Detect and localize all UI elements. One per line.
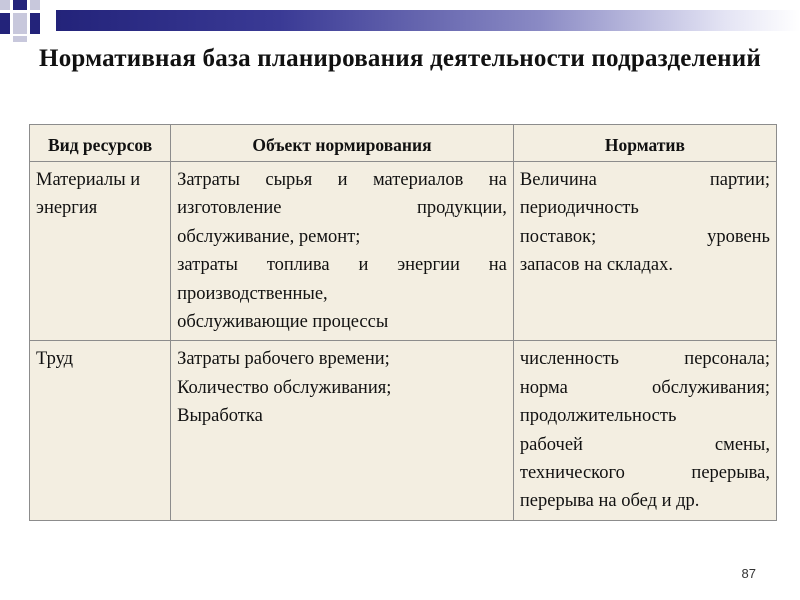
decor-square-light — [30, 0, 40, 10]
cell-line: поставок; уровень — [519, 226, 770, 247]
decor-square-dark — [13, 0, 27, 10]
decor-square-dark — [0, 13, 10, 34]
cell-line: перерыва на обед и др. — [519, 491, 700, 512]
cell-line: запасов на складах. — [519, 255, 673, 276]
cell-line: Величина партии; — [519, 170, 770, 190]
cell-line: Затраты сырья и материалов на — [177, 170, 507, 190]
cell-line: норма обслуживания; — [519, 377, 770, 398]
cell-line: численность персонала; — [519, 349, 770, 370]
cell-line: Затраты рабочего времени; — [177, 349, 390, 370]
decor-square-light — [13, 13, 27, 34]
cell-line: обслуживающие процессы — [177, 312, 389, 333]
decor-square-light — [0, 0, 10, 10]
cell-line: периодичность — [519, 198, 639, 219]
cell-line: рабочей смены, — [519, 434, 770, 455]
cell-line: обслуживание, ремонт; — [177, 226, 361, 247]
cell-line: продолжительность — [519, 406, 677, 427]
cell-line: затраты топлива и энергии на — [177, 255, 507, 276]
table-header-row — [30, 125, 777, 162]
norms-table — [29, 124, 777, 521]
cell-resource: Труд — [30, 341, 171, 520]
header-norm: Норматив — [513, 125, 776, 162]
page-number: 87 — [741, 566, 756, 581]
cell-line: Выработка — [177, 406, 263, 427]
header-norm-object: Объект нормирования — [171, 125, 514, 162]
cell-line: технического перерыва, — [519, 463, 770, 484]
cell-object — [171, 162, 514, 341]
decor-square-light — [13, 36, 27, 42]
cell-resource: Материалы и энергия — [30, 162, 171, 341]
cell-line: Количество обслуживания; — [177, 377, 392, 398]
decor-square-dark — [30, 13, 40, 34]
title-gradient-bar — [56, 10, 800, 31]
table-row — [30, 162, 777, 341]
cell-norm — [513, 341, 776, 520]
cell-object — [171, 341, 514, 520]
cell-line: производственные, — [177, 283, 328, 304]
header-resource-type: Вид ресурсов — [30, 125, 171, 162]
table-row — [30, 341, 777, 520]
cell-line: изготовление продукции, — [177, 198, 507, 219]
cell-norm — [513, 162, 776, 341]
slide-title: Нормативная база планирования деятельности подразделений — [39, 45, 761, 72]
